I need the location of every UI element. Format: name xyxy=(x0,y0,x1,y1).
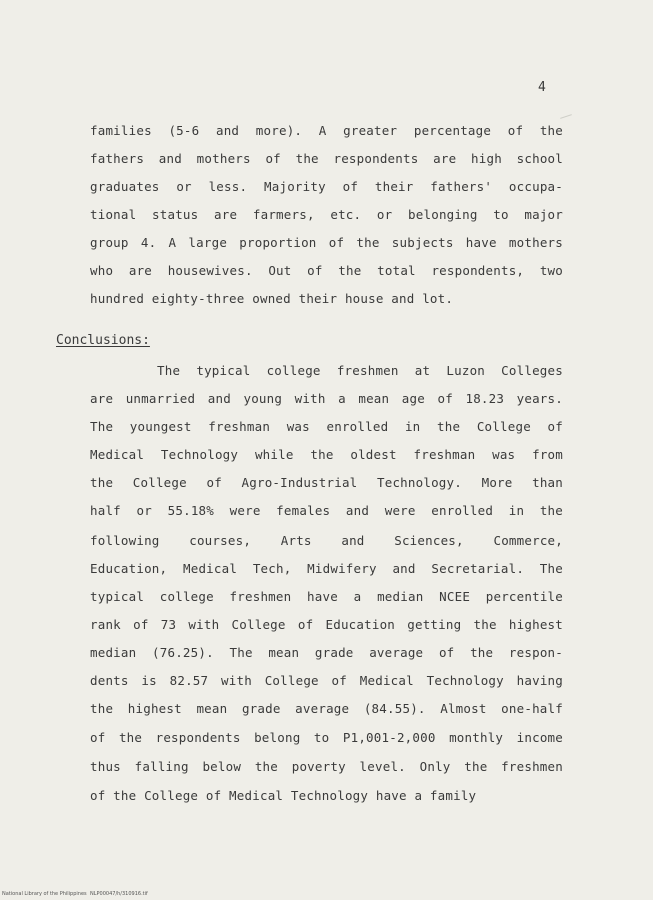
paragraph-line: following courses, Arts and Sciences, Commerce, xyxy=(90,533,563,548)
paragraph-line: are unmarried and young with a mean age of 18.23 years. xyxy=(90,391,563,406)
paragraph-line: typical college freshmen have a median NCEE percentile xyxy=(90,589,563,604)
paragraph-line: half or 55.18% were females and were enrolled in the xyxy=(90,503,563,518)
paragraph-line: dents is 82.57 with College of Medical Technology having xyxy=(90,673,563,688)
footer-library-label: National Library of the Philippines xyxy=(2,891,87,897)
paragraph-line: the College of Agro-Industrial Technology. More than xyxy=(90,475,563,490)
paragraph-line: families (5-6 and more). A greater percentage of the xyxy=(90,123,563,138)
footer-file-label: NLP00047/h/310916.tif xyxy=(90,891,148,897)
paragraph-line: who are housewives. Out of the total respondents, two xyxy=(90,263,563,278)
conclusions-heading: Conclusions: xyxy=(56,333,150,348)
paragraph-line: The typical college freshmen at Luzon Colleges xyxy=(157,363,563,378)
paragraph-line: Education, Medical Tech, Midwifery and Secretarial. The xyxy=(90,561,563,576)
paragraph-line: of the College of Medical Technology have a family xyxy=(90,788,477,803)
paragraph-line: hundred eighty-three owned their house and lot. xyxy=(90,291,454,306)
paragraph-line: rank of 73 with College of Education getting the highest xyxy=(90,617,563,632)
paragraph-line: Medical Technology while the oldest freshman was from xyxy=(90,447,563,462)
paragraph-line: graduates or less. Majority of their fathers' occupa- xyxy=(90,179,563,194)
page-number: 4 xyxy=(538,80,546,95)
paragraph-line: median (76.25). The mean grade average of the respon- xyxy=(90,645,563,660)
paragraph-line: tional status are farmers, etc. or belonging to major xyxy=(90,207,563,222)
paragraph-line: of the respondents belong to P1,001-2,000 monthly income xyxy=(90,730,563,745)
paragraph-line: the highest mean grade average (84.55). Almost one-half xyxy=(90,701,563,716)
paragraph-line: thus falling below the poverty level. Only the freshmen xyxy=(90,759,563,774)
pen-mark xyxy=(560,114,572,119)
paragraph-line: fathers and mothers of the respondents are high school xyxy=(90,151,563,166)
paragraph-line: The youngest freshman was enrolled in the College of xyxy=(90,419,563,434)
paragraph-line: group 4. A large proportion of the subjects have mothers xyxy=(90,235,563,250)
